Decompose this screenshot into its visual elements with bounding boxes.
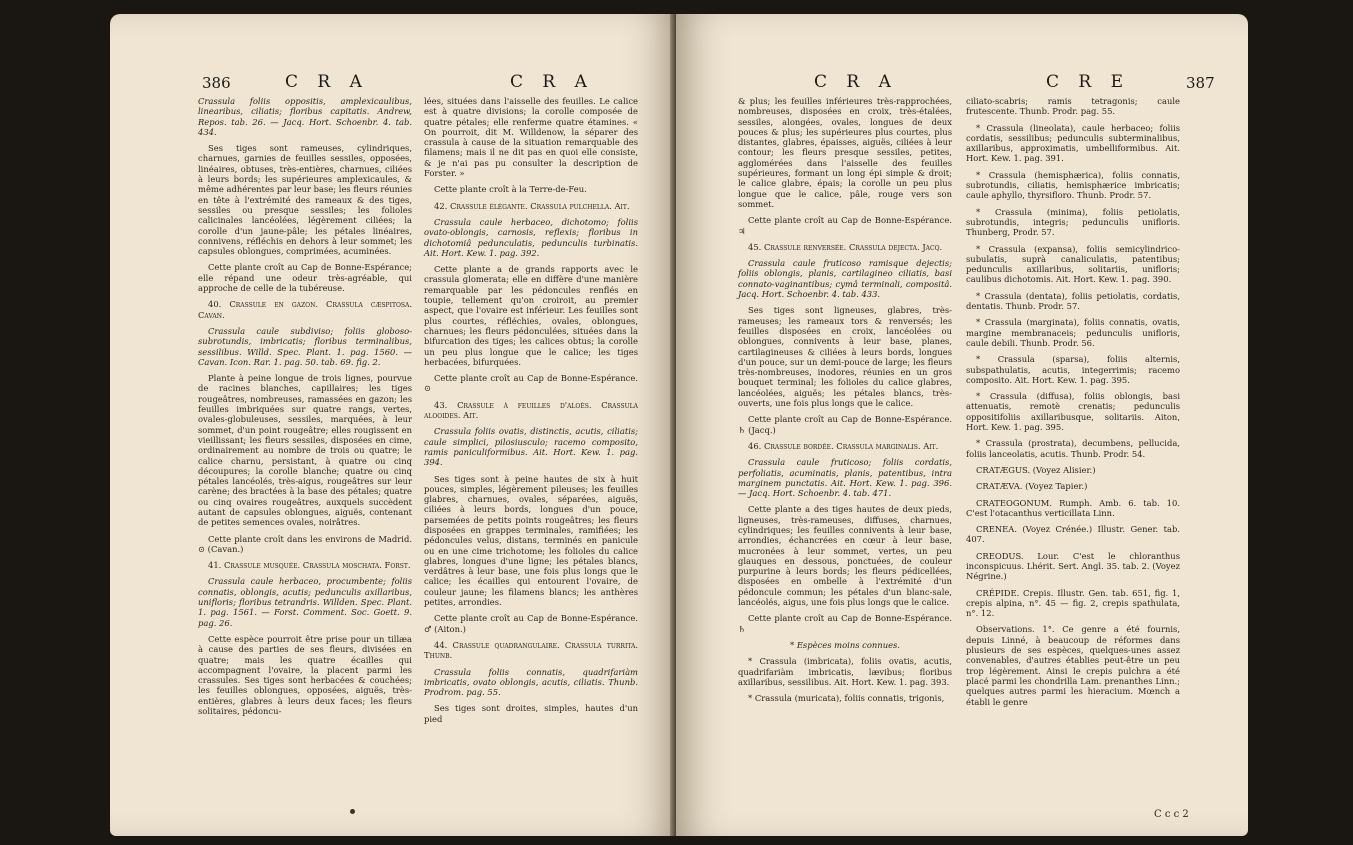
paragraph: Observations. 1°. Ce genre a été fournis, depuis Linné, à beaucoup de réformes dans plusieurs de ses espèces, quelques-unes assez convenables, d'autres établies peut-être un peu trop légèrement. Ainsi le crepis pulchra a été placé parmi les chondrilla Lam. prenanthes Linn.; quelques autres parmi les hieracium. Mœnch a établi le genre [966, 624, 1180, 707]
left-page [110, 14, 676, 836]
paragraph: Ses tiges sont droites, simples, hautes d'un pied [424, 703, 638, 724]
ink-speck [350, 809, 355, 814]
paragraph: * Crassula (sparsa), foliis alternis, subspathulatis, acutis, integerrimis; racemo composito. Ait. Hort. Kew. 1. pag. 395. [966, 354, 1180, 385]
running-head-left: C R A [814, 72, 898, 92]
paragraph: * Crassula (lineolata), caule herbaceo; foliis cordatis, sessilibus; pedunculis subterminalibus, axillaribus, approximatis, umbelliformibus. Ait. Hort. Kew. 1. pag. 391. [966, 122, 1180, 164]
running-head-left: C R A [285, 72, 369, 92]
species-heading: 42. Crassule élégante. Crassula pulchella. Ait. [434, 200, 630, 211]
species-heading: 45. Crassule renversée. Crassula dejecta. Jacq. [748, 241, 943, 252]
running-head-right: C R A [510, 72, 594, 92]
paragraph: Cette plante croît au Cap de Bonne-Espérance. ♄ (Jacq.) [738, 414, 952, 435]
paragraph: Cette plante a des tiges hautes de deux pieds, ligneuses, très-rameuses, diffuses, charnues, cylindriques; les feuilles connivents à leur base, arrondies, échancrées en cœur à leur base, mucronées à leur sommet, vertes, un peu glauques en dessous, ponctuées, de couleur purpurine à leurs bords; les fleurs pédicellées, disposées en ombelle à l'extrémité d'un pédoncule commun; les pétales d'un blanc-sale, lancéolés, aigus, une fois plus longs que le calice. [738, 504, 952, 608]
paragraph: * Crassula (hemisphærica), foliis connatis, subrotundis, ciliatis, hemisphærice imbricatis; caule aphyllo, thyrsifloro. Thunb. Prodr. 57. [966, 169, 1180, 201]
paragraph: Crassula caule herbaceo, dichotomo; foliis ovato-oblongis, carnosis, reflexis; floribus in dichotomiâ pedunculatis, pedunculis turbinatis. Ait. Hort. Kew. 1. pag. 392. [424, 216, 638, 258]
text-column-1 [738, 96, 952, 709]
text-column-1 [198, 96, 412, 722]
species-heading: 41. Crassule musquée. Crassula moschata. Forst. [208, 560, 411, 571]
entry-heading: CRATEOGONUM. Rumph. Amb. 6. tab. 10. C'est l'otacanthus verticillata Linn. [966, 497, 1180, 518]
paragraph: Cette plante croît au Cap de Bonne-Espérance; elle répand une odeur très-agréable, qui approche de celle de la tubéreuse. [198, 262, 412, 294]
paragraph: * Crassula (expansa), foliis semicylindrico-subulatis, suprà canaliculatis, patentibus; pedunculis axillaribus, solitariis, unifloris; caulibus dichotomis. Ait. Hort. Kew. 1. pag. 390. [966, 243, 1180, 285]
paragraph: Crassula foliis connatis, quadrifariàm imbricatis, ovato oblongis, acutis, ciliatis. Thunb. Prodrom. pag. 55. [424, 666, 638, 698]
paragraph: Ses tiges sont rameuses, cylindriques, charnues, garnies de feuilles sessiles, opposées, linéaires, obtuses, très-entières, charnues, ciliées à leurs bords; les supérieures amplexicaules, & même adhérentes par leur base; les fleurs réunies en tête à l'extrémité des rameaux & des tiges, sessiles ou presque sessiles; les folioles calicinales lancéolées, légèrement ciliées; la corolle d'un jaune-pâle; les pétales linéaires, connivens, réfléchis en dehors à leur sommet; les capsules oblongues, comprimées, acuminées. [198, 143, 412, 257]
paragraph: & plus; les feuilles inférieures très-rapprochées, nombreuses, disposées en croix, très-étalées, sessiles, alongées, ovales, longues de deux pouces & plus; les supérieures plus courtes, plus distantes, glabres, épaisses, aiguës, ciliées à leur contour; les fleurs presque sessiles, petites, agglomérées dans l'aisselle des feuilles supérieures, formant un long épi simple & droit; le calice glabre, épais; la corolle un peu plus longue que le calice, pâle, rouge vers son sommet. [738, 96, 952, 209]
signature-mark: C c c 2 [1154, 809, 1189, 820]
paragraph: lées, situées dans l'aisselle des feuilles. Le calice est à quatre divisions; la corolle composée de quatre pétales; elle renferme quatre étamines. « On pourroit, dit M. Willdenow, la séparer des crassula à cause de la situation remarquable des filamens; mais il ne dit pas en quoi elle consiste, & je n'ai pas pu consulter la description de Forster. » [424, 96, 638, 179]
entry-heading: CREODUS. Lour. C'est le chloranthus inconspicuus. Lhérit. Sert. Angl. 35. tab. 2. (Voyez Négrine.) [966, 550, 1180, 582]
paragraph: Cette plante croît au Cap de Bonne-Espérance. ⊙ [424, 373, 638, 394]
species-heading: 46. Crassule bordée. Crassula marginalis. Ait. [748, 440, 939, 451]
paragraph: * Crassula (muricata), foliis connatis, trigonis, [748, 693, 945, 704]
paragraph: Cette plante croît au Cap de Bonne-Espérance. ♄ [738, 613, 952, 634]
paragraph: Ses tiges sont à peine hautes de six à huit pouces, simples, légèrement pileuses; les feuilles glabres, charnues, ovales, séparées, aiguës, ciliées à leurs bords, longues d'un pouce, parsemées de petits points rougeâtres; les fleurs disposées en grappes terminales, ramifiées; les pédoncules velus, distans, terminés en panicule ou en une cime trichotome; les folioles du calice glabres, longues d'une ligne; les pétales blancs, verdâtres à leur base, une fois plus longs que le calice; les écailles qui entourent l'ovaire, de couleur jaune; les filamens blancs; les anthères petites, arrondies. [424, 473, 638, 608]
running-head-right: C R E [1046, 72, 1131, 92]
paragraph: Crassula foliis oppositis, amplexicaulibus, linearibus, ciliatis; floribus capitatis. Andrew, Repos. tab. 26. — Jacq. Hort. Schoenbr. 4. tab. 434. [198, 96, 412, 137]
text-column-2 [966, 96, 1180, 713]
entry-heading: CRÉPIDE. Crepis. Illustr. Gen. tab. 651, fig. 1, crepis alpina, n°. 45 — fig. 2, crepis spathulata, n°. 12. [966, 587, 1180, 619]
text-column-2 [424, 96, 638, 730]
paragraph: * Crassula (marginata), foliis connatis, ovatis, margine membranaceis; pedunculis unifloris, caule debili. Thunb. Prodr. 56. [966, 317, 1180, 348]
paragraph: Crassula foliis ovatis, distinctis, acutis, ciliatis; caule simplici, pilosiusculo; racemo composito, ramis paniculiformibus. Ait. Hort. Kew. 1. pag. 394. [424, 426, 638, 468]
paragraph: * Crassula (diffusa), foliis oblongis, basi attenuatis, remotè crenatis; pedunculis oppositifoliis axillaribusque, solitariis. Aiton, Hort. Kew. 1. pag. 395. [966, 391, 1180, 433]
species-heading: 44. Crassule quadrangulaire. Crassula turrita. Thunb. [424, 639, 638, 661]
paragraph: Cette plante croît au Cap de Bonne-Espérance. ♂ (Aiton.) [424, 613, 638, 634]
paragraph: ciliato-scabris; ramis tetragonis; caule frutescente. Thunb. Prodr. pag. 55. [966, 96, 1180, 117]
paragraph: * Crassula (dentata), foliis petiolatis, cordatis, dentatis. Thunb. Prodr. 57. [966, 290, 1180, 312]
paragraph: Crassula caule subdiviso; foliis globoso-subrotundis, imbricatis; floribus terminalibus, sessilibus. Willd. Spec. Plant. 1. pag. 1560. — Cavan. Icon. Rar. 1. pag. 50. tab. 69. fig. 2. [198, 325, 412, 367]
paragraph: * Crassula (imbricata), foliis ovatis, acutis, quadrifariàm imbricatis, lævibus; floribus axillaribus, sessilibus. Ait. Hort. Kew. 1. pag. 393. [738, 656, 952, 687]
paragraph: Crassula caule fruticoso ramisque dejectis; foliis oblongis, planis, cartilagineo ciliatis, basi connato-vaginantibus; cymâ terminali, compositâ. Jacq. Hort. Schoenbr. 4. tab. 433. [738, 258, 952, 300]
section-heading: * Espèces moins connues. [789, 639, 901, 650]
paragraph: Crassula caule herbaceo, procumbente; foliis connatis, oblongis, acutis; pedunculis axillaribus, unifloris; floribus tetrandris. Willden. Spec. Plant. 1. pag. 1561. — Forst. Comment. Soc. Goett. 9. pag. 26. [198, 576, 412, 628]
paragraph: Crassula caule fruticoso; foliis cordatis, perfoliatis, acuminatis, planis, patentibus, intra marginem punctatis. Ait. Hort. Kew. 1. pag. 396. — Jacq. Hort. Schoenbr. 4. tab. 471. [738, 457, 952, 499]
paragraph: Cette plante croît au Cap de Bonne-Espérance. ♃ [738, 215, 952, 236]
entry-heading: CRATÆGUS. (Voyez Alisier.) [976, 464, 1096, 475]
paragraph: * Crassula (minima), foliis petiolatis, subrotundis, integris; pedunculis unifloris. Thunberg, Prodr. 57. [966, 206, 1180, 238]
right-page [676, 14, 1248, 836]
paragraph: Cette plante croît dans les environs de Madrid. ⊙ (Cavan.) [198, 533, 412, 554]
species-heading: 43. Crassule à feuilles d'aloès. Crassula alooides. Ait. [424, 399, 638, 421]
paragraph: Plante à peine longue de trois lignes, pourvue de racines blanches, capillaires; les tiges rougeâtres, nombreuses, ramassées en gazon; les feuilles imbriquées sur quatre rangs, vertes, ovales-globuleuses, sessiles, marquées, à leur sommet, d'un point rougeâtre; elles rougissent en vieillissant; les fleurs sessiles, disposées en cime, ordinairement au nombre de trois ou quatre; le calice charnu, persistant, à quatre ou cinq découpures; la corolle blanche; quatre ou cinq pétales lancéolés, très-aigus, rougeâtres sur leur carène; des bractées à la base des pétales; quatre ou cinq ovaires rougeâtres, auxquels succèdent autant de capsules oblongues, aiguës, contenant de petites semences ovales, noirâtres. [198, 373, 412, 528]
paragraph: Cette plante croît à la Terre-de-Feu. [434, 184, 587, 195]
species-heading: 40. Crassule en gazon. Crassula cæspitosa. Cavan. [198, 299, 412, 320]
paragraph: * Crassula (prostrata), decumbens, pellucida, foliis lanceolatis, acutis. Thunb. Prodr. 54. [966, 438, 1180, 459]
page-number: 386 [202, 74, 231, 92]
paragraph: Cette plante a de grands rapports avec le crassula glomerata; elle en diffère d'une manière remarquable par les pédoncules renflés en toupie, tellement qu'on croiroit, au premier aspect, que l'ovaire est inférieur. Les feuilles sont plus courtes, réfléchies, ovales, oblongues, charnues; les fleurs pédonculées, situées dans la bifurcation des tiges; les calices obtus; la corolle un peu plus longue que le calice; les tiges herbacées, bifurquées. [424, 264, 638, 367]
page-number: 387 [1186, 74, 1215, 92]
paragraph: Ses tiges sont ligneuses, glabres, très-rameuses; les rameaux tors & renversés; les feuilles disposées en croix, lancéolées ou oblongues, connivents à leur base, planes, cartilagineuses & ciliées à leurs bords, longues d'un pouce, sur un demi-pouce de large; les fleurs très-nombreuses, inodores, réunies en un gros bouquet terminal; les folioles du calice glabres, lancéolées, aiguës; les pétales blancs, très-ouverts, une fois plus longs que le calice. [738, 305, 952, 409]
entry-heading: CRENEA. (Voyez Crénée.) Illustr. Gener. tab. 407. [966, 524, 1180, 545]
entry-heading: CRATÆVA. (Voyez Tapier.) [976, 481, 1088, 492]
paragraph: Cette espèce pourroit être prise pour un tillæa à cause des parties de ses fleurs, divisées en quatre; mais les quatre écailles qui accompagnent l'ovaire, la placent parmi les crassules. Ses tiges sont herbacées & couchées; les feuilles oblongues, opposées, aiguës, très-entières, glabres à leurs deux faces; les fleurs solitaires, pédoncu- [198, 633, 412, 717]
